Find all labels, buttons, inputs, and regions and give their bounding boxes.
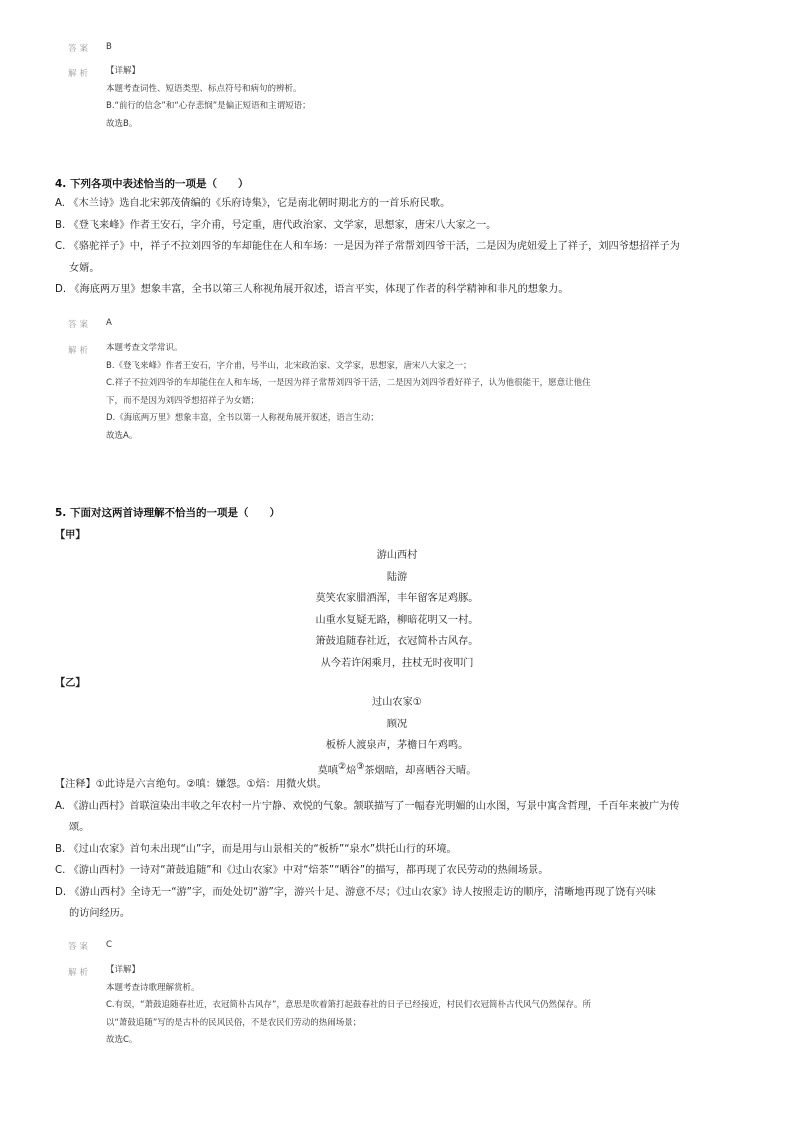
note-mark-3: ③ bbox=[356, 761, 365, 772]
explanation-line: B.“前行的信念”和“心存悲悯”是偏正短语和主谓短语； bbox=[106, 101, 311, 111]
option-d: D. 《游山西村》全诗无一“游”字，而处处切“游”字，游兴十足、游意不尽；《过山农家》诗人按照走访的顺序，清晰地再现了饶有兴味 bbox=[55, 886, 656, 898]
analysis-label: 解析 bbox=[68, 346, 92, 356]
q5-explanation bbox=[106, 962, 591, 1050]
poem-line: 山重水复疑无路，柳暗花明又一村。 bbox=[315, 614, 479, 626]
explanation-line: C.有误，“萧鼓追随春社近，衣冠简朴古风存”，意思是吹着箫打起鼓春社的日子已经接近，村民们衣冠简朴古代风气仍然保存。所 bbox=[106, 1000, 591, 1010]
option-a-continued: 颂。 bbox=[69, 822, 90, 833]
poem-author: 陆游 bbox=[386, 571, 408, 583]
poem-line: 箫鼓追随春社近，衣冠简朴古风存。 bbox=[315, 636, 479, 647]
q4-explanation bbox=[106, 340, 591, 445]
option-a: A. 《游山西村》首联渲染出丰收之年农村一片宁静、欢悦的气象。颔联描写了一幅春光明媚的山水图，写景中寓含哲理，千百年来被广为传 bbox=[55, 800, 680, 812]
q4-answer-value: A bbox=[106, 318, 112, 328]
explanation-line: 【详解】 bbox=[106, 965, 141, 975]
q4-options bbox=[55, 193, 680, 301]
explanation-line: 以“萧鼓追随”写的是古朴的民风民俗，不是农民们劳动的热闹场景； bbox=[106, 1017, 362, 1028]
note-mark-2: ② bbox=[337, 761, 347, 772]
option-b: B. 《过山农家》首句未出现“山”字，而是用与山景相关的“板桥”“泉水”烘托山行的环境。 bbox=[55, 843, 457, 855]
poem-line: 从今若许闲乘月，拄杖无时夜叩门 bbox=[320, 657, 474, 669]
q4-title: 4. 下列各项中表述恰当的一项是（ ） bbox=[55, 178, 249, 190]
poem-author: 顾况 bbox=[386, 718, 408, 730]
option-a: A. 《木兰诗》选自北宋郭茂倩编的《乐府诗集》，它是南北朝时期北方的一首乐府民歌。 bbox=[55, 198, 451, 209]
explanation-line: 下，而不是因为刘四爷想招祥子为女婿； bbox=[106, 395, 260, 406]
q5-title: 5. 下面对这两首诗理解不恰当的一项是（ ） bbox=[55, 507, 280, 519]
explanation-line: B.《登飞来峰》作者王安石，字介甫，号半山，北宋政治家、文学家，思想家，唐宋八大家之一； bbox=[106, 360, 472, 371]
analysis-label: 解析 bbox=[68, 968, 92, 978]
answer-label: 答案 bbox=[68, 44, 92, 54]
poem-jia bbox=[0, 545, 794, 674]
explanation-line: 本题考查文学常识。 bbox=[106, 343, 183, 353]
explanation-line: 故选C。 bbox=[106, 1035, 138, 1045]
option-c-continued: 女婿。 bbox=[69, 262, 100, 274]
poem-title: 过山农家① bbox=[372, 697, 422, 708]
explanation-line: C.祥子不拉刘四爷的车却能住在人和车场，一是因为祥子常帮刘四爷干活，二是因为刘四爷看好祥子，认为他很能干，愿意让他住 bbox=[106, 378, 591, 388]
option-d: D. 《海底两万里》想象丰富，全书以第三人称视角展开叙述，语言平实，体现了作者的科学精神和非凡的想象力。 bbox=[55, 284, 569, 295]
option-b: B. 《登飞来峰》作者王安石，字介甫，号定重，唐代政治家、文学家，思想家，唐宋八大家之一。 bbox=[55, 219, 497, 231]
poem-yi-label: 【乙】 bbox=[55, 678, 86, 689]
explanation-line: D.《海底两万里》想象丰富，全书以第一人称视角展开叙述，语言生动； bbox=[106, 413, 379, 423]
poem-line: 板桥人渡泉声，茅檐日午鸡鸣。 bbox=[325, 740, 469, 751]
poem-line: 莫嗔②焙③茶烟暗，却喜晒谷天晴。 bbox=[317, 761, 477, 776]
q3-explanation bbox=[106, 63, 311, 133]
poem-line: 莫笑农家腊酒浑，丰年留客足鸡豚。 bbox=[315, 593, 479, 604]
q5-answer-value: C bbox=[106, 940, 112, 950]
explanation-line: 本题考查诗歌理解赏析。 bbox=[106, 982, 200, 993]
answer-label: 答案 bbox=[68, 320, 92, 330]
option-c: C. 《游山西村》一诗对“萧鼓追随”和《过山农家》中对“焙茶”“晒谷”的描写，都再现了农民劳动的热闹场景。 bbox=[55, 865, 549, 876]
option-c: C. 《骆驼祥子》中，祥子不拉刘四爷的车却能住在人和车场：一是因为祥子常帮刘四爷干活，二是因为虎妞爱上了祥子，刘四爷想招祥子为 bbox=[55, 241, 680, 252]
poem-title: 游山西村 bbox=[376, 550, 418, 561]
explanation-line: 故选B。 bbox=[106, 118, 138, 129]
explanation-line: 故选A。 bbox=[106, 430, 138, 441]
poem-jia-label: 【甲】 bbox=[55, 530, 86, 541]
q3-answer-value: B bbox=[106, 42, 112, 52]
poem-note: 【注释】①此诗是六言绝句。②嗔：嫌怨。①焙：用微火烘。 bbox=[55, 779, 327, 790]
q5-body bbox=[55, 774, 680, 925]
answer-label: 答案 bbox=[68, 942, 92, 952]
poem-yi bbox=[0, 692, 794, 781]
analysis-label: 解析 bbox=[68, 69, 92, 79]
option-d-continued: 的访问经历。 bbox=[69, 908, 131, 919]
explanation-line: 【详解】 bbox=[106, 66, 141, 76]
explanation-line: 本题考查词性、短语类型、标点符号和病句的辨析。 bbox=[106, 83, 302, 94]
